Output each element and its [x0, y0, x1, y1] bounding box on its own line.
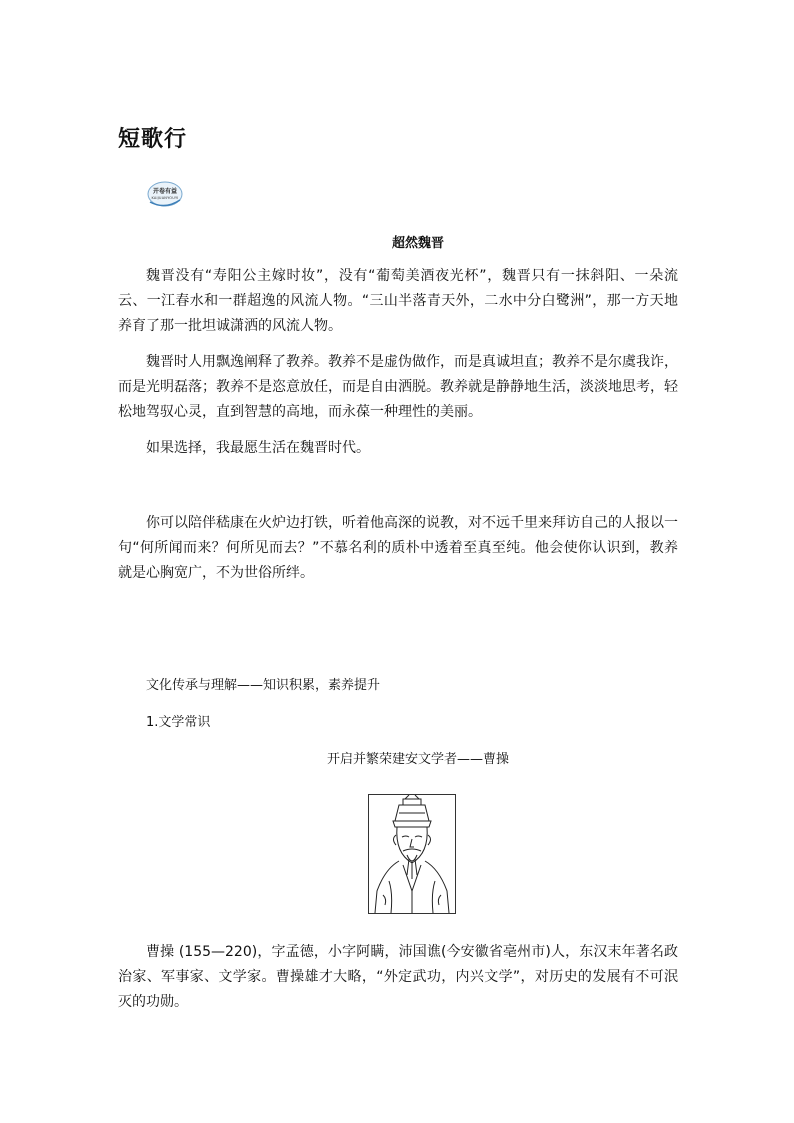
kaijuan-logo [146, 180, 184, 208]
page-title: 短歌行 [118, 126, 188, 152]
paragraph-4: 你可以陪伴嵇康在火炉边打铁，听着他高深的说教，对不远千里来拜访自己的人报以一句“何所闻而来？何所见而去？”不慕名利的质朴中透着至真至纯。他会使你认识到，教养就是心胸宽广，不为世俗所绊。 [118, 515, 678, 581]
caocao-portrait [368, 794, 456, 914]
paragraph-2: 魏晋时人用飘逸阐释了教养。教养不是虚伪做作，而是真诚坦直；教养不是尔虞我诈，而是光明磊落；教养不是恣意放任，而是自由洒脱。教养就是静静地生活，淡淡地思考，轻松地驾驭心灵，直到智慧的高地，而永葆一种理性的美丽。 [118, 354, 678, 420]
paragraph-1: 魏晋没有“寿阳公主嫁时妆”，没有“葡萄美酒夜光杯”，魏晋只有一抹斜阳、一朵流云、一江春水和一群超逸的风流人物。“三山半落青天外，二水中分白鹭洲”，那一方天地养育了那一批坦诚潇洒的风流人物。 [118, 268, 678, 334]
paragraph-3: 如果选择，我最愿生活在魏晋时代。 [146, 440, 370, 456]
caocao-bio: 曹操 (155—220)，字孟德，小字阿瞒，沛国谯(今安徽省亳州市)人，东汉末年著名政治家、军事家、文学家。曹操雄才大略，“外定武功，内兴文学”，对历史的发展有不可泯灭的功勋。 [118, 944, 678, 1010]
subsection-title: 开启并繁荣建安文学者——曹操 [326, 752, 509, 767]
caocao-portrait-icon [369, 795, 455, 913]
section2-heading: 文化传承与理解——知识积累，素养提升 [146, 678, 381, 693]
section-heading: 超然魏晋 [391, 236, 444, 251]
logo-text: 开卷有益 [152, 188, 177, 195]
subsection-label: 1.文学常识 [146, 715, 211, 730]
logo-subtext: KAIJUANYOUYI [151, 196, 179, 200]
